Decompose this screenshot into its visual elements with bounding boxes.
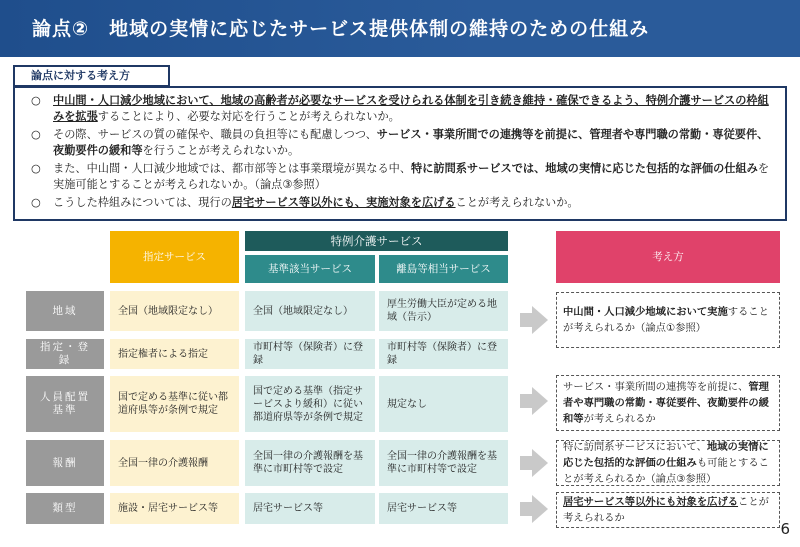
cell-ritou: 厚生労働大臣が定める地域（告示） [379, 291, 508, 331]
bullet-mark: ○ [31, 162, 41, 175]
row-label-housyuu: 報酬 [26, 440, 104, 486]
bullet-text: を行うことが考えられないか。 [142, 144, 300, 157]
kangae-text: も可能とすることが考えられるか（論点③参照） [563, 457, 769, 485]
considerations-box [13, 86, 787, 221]
cell-ritou: 居宅サービス等 [379, 493, 508, 524]
kangae-text: が考えられるか [583, 413, 656, 425]
cell-kijun: 全国（地域限定なし） [245, 291, 375, 331]
header-ritou: 離島等相当サービス [379, 255, 508, 283]
kangae-text: 特に訪問系サービスにおいて、 [563, 441, 707, 453]
bullet-emphasis: 居宅サービス等以外にも、実施対象を広げる [231, 196, 456, 209]
cell-shitei: 国で定める基準に従い都道府県等が条例で規定 [110, 376, 239, 432]
kangae-text: サービス・事業所間の連携等を前提に、 [563, 381, 749, 393]
arrow-right-icon [520, 394, 532, 408]
kangae-emphasis: 中山間・人口減少地域において実施 [563, 306, 728, 318]
title-bar [0, 0, 800, 57]
section-tag: 論点に対する考え方 [13, 65, 170, 87]
cell-ritou: 全国一律の介護報酬を基準に市町村等で設定 [379, 440, 508, 486]
cell-ritou: 規定なし [379, 376, 508, 432]
header-tokurei: 特例介護サービス [245, 231, 508, 251]
kangae-text: することが考えられるか（論点①参照） [563, 306, 769, 334]
kangae-emphasis: 居宅サービス等以外にも対象を広げる [563, 496, 739, 508]
arrow-right-icon [532, 306, 548, 334]
arrow-right-icon [520, 313, 532, 327]
bullet-list [31, 93, 777, 213]
kangae-emphasis: 管理者や専門職の常勤・専従要件、夜勤要件の緩和等 [563, 381, 769, 425]
bullet-item [31, 93, 777, 125]
bullet-mark: ○ [31, 196, 41, 209]
page-number: 6 [780, 520, 790, 538]
kangae-box-housyuu [556, 440, 780, 486]
bullet-mark: ○ [31, 94, 41, 107]
header-kijun: 基準該当サービス [245, 255, 375, 283]
header-kangae: 考え方 [556, 231, 780, 283]
bullet-text: を実施可能とすることが考えられないか。（論点③参照） [53, 162, 770, 191]
cell-shitei: 指定権者による指定 [110, 339, 239, 369]
row-label-chiiki: 地域 [26, 291, 104, 331]
arrow-right-icon [520, 456, 532, 470]
header-shitei: 指定サービス [110, 231, 239, 283]
bullet-text: また、中山間・人口減少地域では、都市部等とは事業環境が異なる中、 [53, 162, 412, 175]
page-title: 論点② 地域の実情に応じたサービス提供体制の維持のための仕組み [32, 18, 650, 40]
cell-ritou: 市町村等（保険者）に登録 [379, 339, 508, 369]
cell-kijun: 居宅サービス等 [245, 493, 375, 524]
arrow-right-icon [532, 449, 548, 477]
cell-kijun: 全国一律の介護報酬を基準に市町村等で設定 [245, 440, 375, 486]
cell-shitei: 全国（地域限定なし） [110, 291, 239, 331]
bullet-emphasis: サービス・事業所間での連携等を前提に、管理者や専門職の常勤・専従要件、夜勤要件の緩和等 [53, 128, 769, 157]
arrow-right-icon [532, 387, 548, 415]
bullet-mark: ○ [31, 128, 41, 141]
kangae-text: ことが考えられるか [563, 496, 769, 524]
cell-kijun: 国で定める基準（指定サービスより緩和）に従い都道府県等が条例で規定 [245, 376, 375, 432]
bullet-text: ことが考えられないか。 [455, 196, 579, 209]
arrow-right-icon [532, 495, 548, 523]
bullet-emphasis: 中山間・人口減少地域において、地域の高齢者が必要なサービスを受けられる体制を引き続き維持・確保できるよう、特例介護サービスの枠組みを拡張 [53, 94, 769, 123]
row-label-ruikei: 類型 [26, 493, 104, 524]
arrow-right-icon [520, 502, 532, 516]
row-label-jinin: 人員配置基準 [26, 376, 104, 432]
kangae-box-chiiki [556, 292, 780, 348]
bullet-text: こうした枠組みについては、現行の [53, 196, 232, 209]
bullet-item [31, 195, 777, 211]
bullet-item [31, 161, 777, 193]
bullet-emphasis: 特に訪問系サービスでは、地域の実情に応じた包括的な評価の仕組み [411, 162, 758, 175]
cell-shitei: 施設・居宅サービス等 [110, 493, 239, 524]
kangae-box-ruikei [556, 492, 780, 528]
row-label-shitei-touroku: 指定・登録 [26, 339, 104, 369]
bullet-text: その際、サービスの質の確保や、職員の負担等にも配慮しつつ、 [53, 128, 377, 141]
kangae-box-jinin [556, 375, 780, 431]
kangae-emphasis: 地域の実情に応じた包括的な評価の仕組み [563, 441, 769, 469]
cell-kijun: 市町村等（保険者）に登録 [245, 339, 375, 369]
cell-shitei: 全国一律の介護報酬 [110, 440, 239, 486]
bullet-item [31, 127, 777, 159]
bullet-text: することにより、必要な対応を行うことが考えられないか。 [97, 110, 400, 123]
